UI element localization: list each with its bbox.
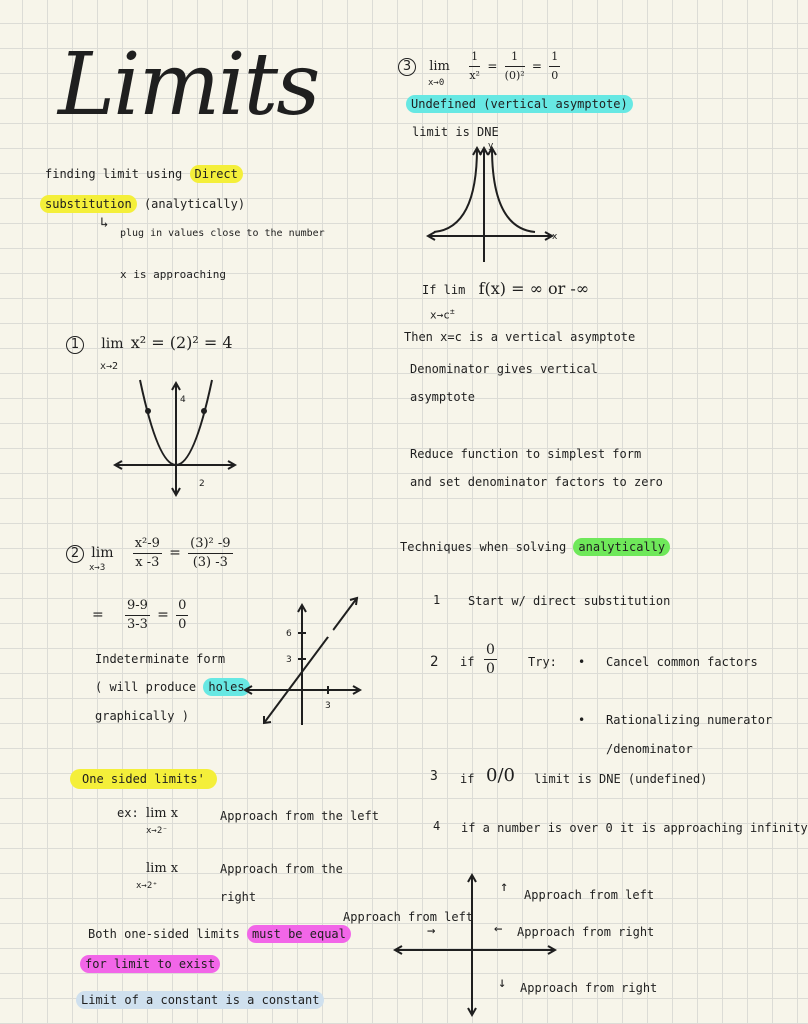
step-3-if: if xyxy=(460,772,475,786)
step-2-frac xyxy=(484,641,497,678)
arrow-left-icon: ← xyxy=(494,921,503,937)
example-1: 1 lim x² = (2)² = 4 xyxy=(66,336,233,354)
example-2-line-2: = $\frac{9-9}{3-3}$ = $\frac{0}{0}$ xyxy=(92,598,187,632)
fraction: $\frac{\text{(3)² -9}}{(3) -3}$ xyxy=(190,536,231,570)
graphically: graphically ) xyxy=(95,709,189,723)
example-2: 2 lim $\frac{\text{x²-9}}{x -3}$ = $\frac{\text{(3)² -9}}{(3) -3}$ xyxy=(66,535,233,572)
one-sided-left: ex: lim x xyxy=(117,806,179,821)
point xyxy=(145,408,151,414)
fraction: $\frac{0}{0}$ xyxy=(178,598,187,632)
asymptote-graph xyxy=(422,140,562,265)
note-approaching: x is approaching xyxy=(120,268,226,281)
both-limits-line: Both one-sided limits must be equal xyxy=(88,927,351,941)
highlight-undefined: Undefined (vertical asymptote) xyxy=(406,95,633,113)
example-3: 3 lim $\frac{1}{\text{x²}}$ = $\frac{1}{\text{(0)²}}$ = $\frac{1}{0}$ xyxy=(398,48,560,85)
step-2-try: Try: xyxy=(528,655,557,669)
approach-from-right-mid: Approach from right xyxy=(517,925,655,939)
highlight-for-limit: for limit to exist xyxy=(80,955,220,973)
dne-line: limit is DNE xyxy=(412,125,499,139)
example-number: 1 xyxy=(66,336,84,354)
rationalizing-1: Rationalizing numerator xyxy=(606,713,773,727)
limit-exist-line xyxy=(80,957,220,971)
approach-from-left-side: Approach from left xyxy=(343,910,474,924)
highlight-constant: Limit of a constant is a constant xyxy=(76,991,324,1009)
highlight-must-equal: must be equal xyxy=(247,925,351,943)
indeterminate-form: Indeterminate form xyxy=(95,652,226,666)
then-line: Then x=c is a vertical asymptote xyxy=(404,330,636,344)
denominator-line-1: Denominator gives vertical xyxy=(410,362,598,376)
step-2-number: 2 xyxy=(430,654,439,670)
arrow-down-icon: ↓ xyxy=(498,975,507,991)
hole-point xyxy=(326,629,335,638)
parabola-graph xyxy=(110,375,240,500)
highlight-direct: Direct xyxy=(190,165,243,183)
will-produce-line: ( will produce holes xyxy=(95,680,250,694)
example-3-sub: x→0 xyxy=(428,78,445,88)
step-3-text: limit is DNE (undefined) xyxy=(534,772,708,786)
if-lim-sub: x→c± xyxy=(430,307,455,322)
one-sided-right-sub: x→2⁺ xyxy=(136,881,158,891)
step-3-number: 3 xyxy=(430,769,438,784)
tick-label-x3: 3 xyxy=(325,701,331,711)
rationalizing-2: /denominator xyxy=(606,742,693,756)
undefined-line xyxy=(406,97,633,111)
x-label: x xyxy=(552,232,558,242)
right-branch xyxy=(492,148,535,232)
fraction: $\frac{0}{0}$ xyxy=(486,642,495,677)
intro-line: finding limit using Direct xyxy=(45,167,243,181)
step-4-number: 4 xyxy=(433,819,441,833)
tick-label-3: 3 xyxy=(286,655,292,665)
tick-label-6: 6 xyxy=(286,629,292,639)
bullet-icon: • xyxy=(578,713,586,727)
fraction: $\frac{1}{\text{x²}}$ xyxy=(469,50,480,82)
step-3-frac: 0/0 xyxy=(486,765,515,786)
arrow-right-icon: → xyxy=(427,923,436,939)
example-number: 3 xyxy=(398,58,416,76)
cancel-factors: Cancel common factors xyxy=(606,655,758,669)
reduce-line-1: Reduce function to simplest form xyxy=(410,447,642,461)
example-1-sub: x→2 xyxy=(100,361,119,372)
approach-right-label-1: Approach from the xyxy=(220,862,343,876)
note-plug-in: plug in values close to the number xyxy=(120,228,325,239)
approach-left-label: Approach from the left xyxy=(220,809,379,823)
left-branch xyxy=(434,148,477,232)
approach-from-right-bottom: Approach from right xyxy=(520,981,658,995)
one-sided-heading: One sided limits' xyxy=(70,772,217,786)
fraction: $\frac{\text{x²-9}}{x -3}$ xyxy=(134,536,160,570)
highlight-analytically: analytically xyxy=(573,538,670,556)
denominator-line-2: asymptote xyxy=(410,390,476,404)
approach-right-label-2: right xyxy=(220,890,257,904)
constant-line xyxy=(76,993,324,1007)
y-label: y xyxy=(488,141,494,151)
page-title: Limits xyxy=(58,35,319,135)
step-1-number: 1 xyxy=(433,593,441,607)
example-2-sub: x→3 xyxy=(89,563,106,573)
example-number: 2 xyxy=(66,545,84,563)
step-1-text: Start w/ direct substitution xyxy=(468,594,671,608)
approach-from-left-top: Approach from left xyxy=(524,888,655,902)
one-sided-left-sub: x→2⁻ xyxy=(146,826,168,836)
highlight-holes: holes xyxy=(203,678,249,696)
if-lim-line: If lim f(x) = ∞ or -∞ xyxy=(422,279,590,298)
step-2-if: if xyxy=(460,655,475,669)
step-4-text: if a number is over 0 it is approaching infinity xyxy=(461,821,808,835)
fraction: $\frac{1}{0}$ xyxy=(551,50,559,82)
highlight-substitution: substitution xyxy=(40,195,137,213)
bullet-icon: • xyxy=(578,655,586,669)
tick-label-2: 2 xyxy=(199,479,205,489)
fraction: $\frac{1}{\text{(0)²}}$ xyxy=(504,50,525,82)
hook-arrow-icon: ↳ xyxy=(100,215,109,231)
one-sided-right: lim x xyxy=(146,861,179,876)
line xyxy=(264,598,357,723)
techniques-heading: Techniques when solving analytically xyxy=(400,540,670,554)
tick-label-4: 4 xyxy=(180,395,186,405)
arrow-up-icon: ↑ xyxy=(500,879,509,895)
intro-line-2: substitution (analytically) xyxy=(40,197,245,211)
point xyxy=(201,408,207,414)
fraction: $\frac{9-9}{3-3}$ xyxy=(126,598,148,632)
reduce-line-2: and set denominator factors to zero xyxy=(410,475,663,489)
line-with-hole-graph xyxy=(240,590,365,730)
